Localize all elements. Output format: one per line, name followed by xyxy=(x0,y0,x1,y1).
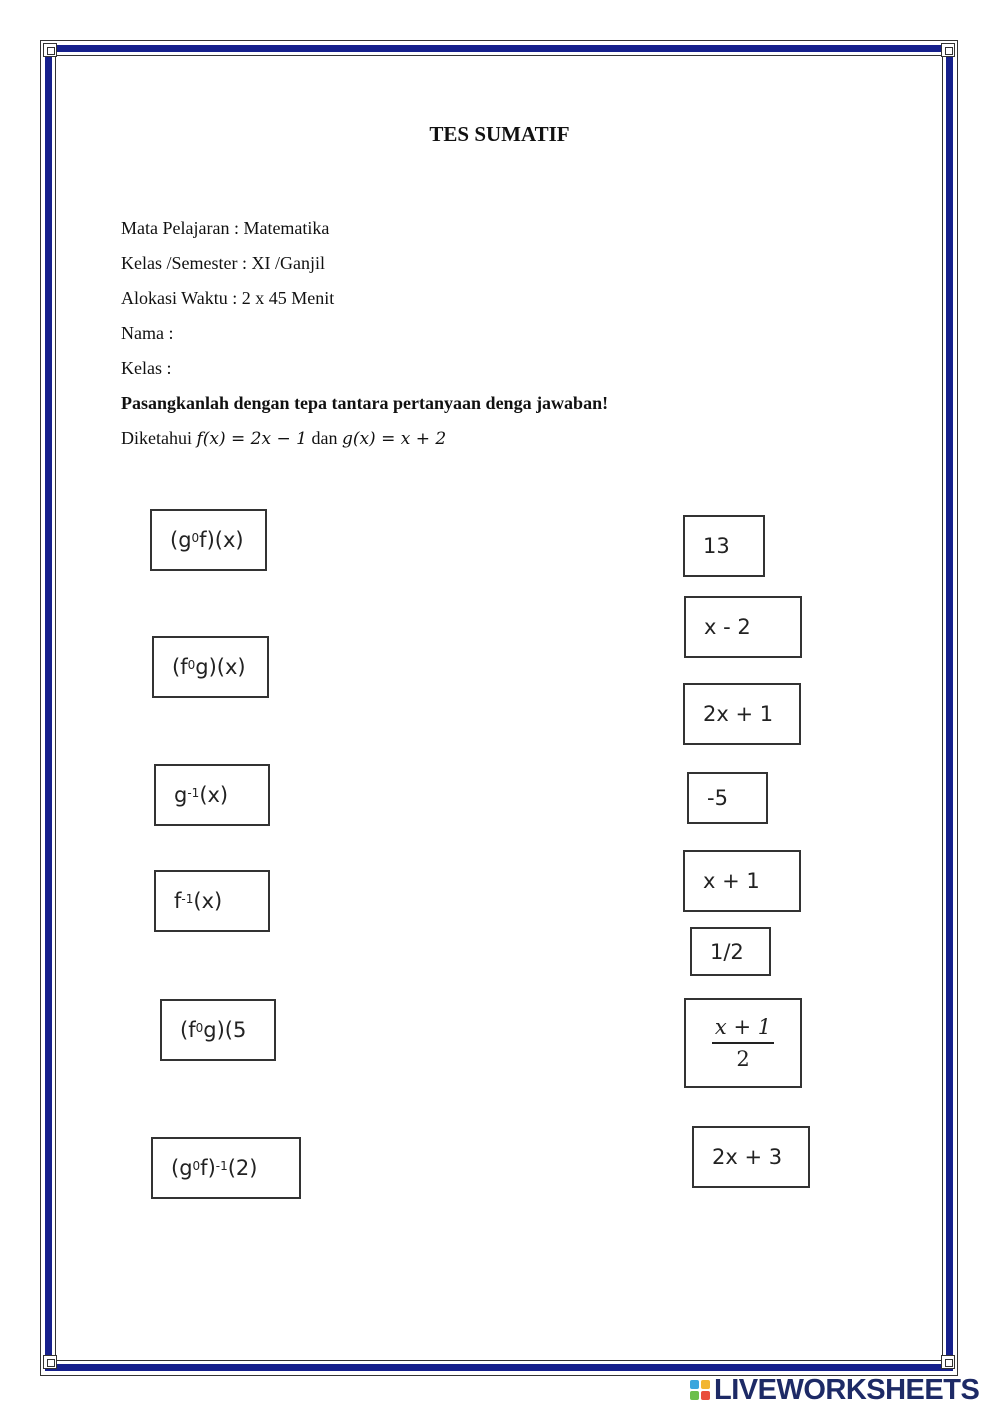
answer-box[interactable]: 2x + 1 xyxy=(683,683,801,745)
question-box[interactable]: (g $^0$ f) $^{-1}$ (2) xyxy=(151,1137,301,1199)
corner-ornament xyxy=(43,1355,57,1369)
corner-ornament xyxy=(941,43,955,57)
answer-box-fraction[interactable] xyxy=(684,998,802,1088)
question-text: f) xyxy=(200,1156,216,1180)
page-title: TES SUMATIF xyxy=(429,122,570,146)
question-text: g)(5 xyxy=(203,1018,247,1042)
answer-box[interactable]: 1/2 xyxy=(690,927,771,976)
answer-box[interactable]: 2x + 3 xyxy=(692,1126,810,1188)
question-box[interactable]: (f $^0$ g)(5 xyxy=(160,999,276,1061)
question-text: (g xyxy=(170,528,192,552)
answer-box[interactable]: 13 xyxy=(683,515,765,577)
function-g: g(x) = x + 2 xyxy=(341,429,447,449)
fraction-denominator: 2 xyxy=(736,1047,750,1071)
fraction-bar xyxy=(712,1042,774,1044)
fraction xyxy=(686,1015,774,1071)
given-functions xyxy=(121,428,446,449)
function-f: f(x) = 2x − 1 xyxy=(196,429,307,449)
question-box[interactable]: g $^{-1}$ (x) xyxy=(154,764,270,826)
question-text: f)(x) xyxy=(199,528,244,552)
fraction-numerator: x + 1 xyxy=(714,1015,772,1039)
given-conjunction: dan xyxy=(311,428,338,448)
question-text: (x) xyxy=(199,783,229,807)
question-text: g xyxy=(174,783,188,807)
class-semester-line: Kelas /Semester : XI /Ganjil xyxy=(121,253,325,273)
corner-ornament xyxy=(43,43,57,57)
given-prefix: Diketahui xyxy=(121,428,192,448)
question-text: f xyxy=(174,889,182,913)
class-line: Kelas : xyxy=(121,358,172,378)
subject-line: Mata Pelajaran : Matematika xyxy=(121,218,330,238)
corner-ornament xyxy=(941,1355,955,1369)
time-allocation-line: Alokasi Waktu : 2 x 45 Menit xyxy=(121,288,335,308)
name-line: Nama : xyxy=(121,323,174,343)
liveworksheets-logo[interactable] xyxy=(690,1374,979,1406)
answer-box[interactable]: x + 1 xyxy=(683,850,801,912)
question-text: (f xyxy=(172,655,188,679)
question-box[interactable]: f $^{-1}$ (x) xyxy=(154,870,270,932)
logo-text: LIVEWORKSHEETS xyxy=(714,1373,980,1406)
question-text: g)(x) xyxy=(195,655,246,679)
question-box[interactable]: (f $^0$ g)(x) xyxy=(152,636,269,698)
answer-box[interactable]: x - 2 xyxy=(684,596,802,658)
question-text: (g xyxy=(171,1156,193,1180)
instruction: Pasangkanlah dengan tepa tantara pertanyaan denga jawaban! xyxy=(121,393,609,413)
answer-box[interactable]: -5 xyxy=(687,772,768,824)
question-text: (x) xyxy=(193,889,223,913)
question-box[interactable]: (g $^0$ f)(x) xyxy=(150,509,267,571)
question-text: (2) xyxy=(227,1156,258,1180)
question-text: (f xyxy=(180,1018,196,1042)
logo-mark-icon xyxy=(690,1380,710,1400)
